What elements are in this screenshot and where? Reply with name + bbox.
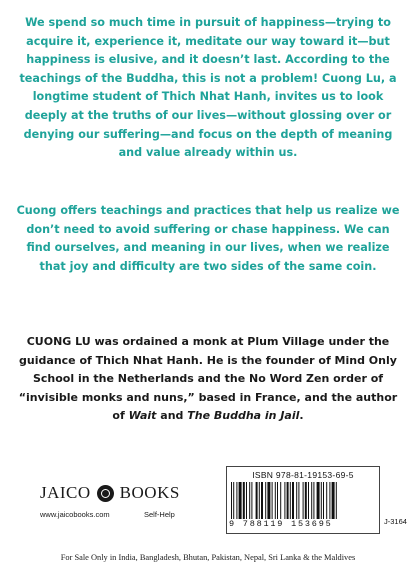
barcode-box bbox=[226, 466, 380, 534]
publisher-seal-icon bbox=[97, 485, 114, 502]
publisher-name-right: BOOKS bbox=[119, 483, 180, 502]
blurb-paragraph-2: Cuong offers teachings and practices that help us realize we don’t need to avoid suffering or chase happiness. We can find ourselves, and meaning in our lives, when we realize that joy and difficulty are two sides of the same coin. bbox=[16, 204, 400, 273]
publisher-website: www.jaicobooks.com bbox=[40, 510, 110, 519]
sale-notice: For Sale Only in India, Bangladesh, Bhutan, Pakistan, Nepal, Sri Lanka & the Maldives bbox=[60, 553, 356, 562]
bio-end: . bbox=[299, 409, 304, 423]
isbn-label: ISBN 978-81-19153-69-5 bbox=[252, 470, 354, 480]
book-title-wait: Wait bbox=[128, 409, 157, 423]
blurb-paragraph-1: We spend so much time in pursuit of happiness—trying to acquire it, experience it, meditate our way toward it—but happiness is elusive, and it doesn’t last. According to the teachings of the Buddha, this is not a problem! Cuong Lu, a longtime student of Thich Nhat Hanh, invites us to look deeply at the truths of our lives—without glossing over or denying our suffering—and focus on the depth of meaning and value already within us. bbox=[19, 16, 397, 160]
catalog-code: J-3164 bbox=[384, 517, 407, 526]
barcode-icon bbox=[231, 482, 375, 519]
bio-text: CUONG LU was ordained a monk at Plum Village under the guidance of Thich Nhat Hanh. He is the founder of Mind Only School in the Netherlands and the No Word Zen order of “invisible monks and nuns,” based in France, and the author of bbox=[18, 335, 398, 423]
author-bio bbox=[18, 333, 398, 426]
publisher-name-left: JAICO bbox=[40, 483, 91, 502]
barcode-digits: 9 788119 153695 bbox=[229, 519, 333, 529]
publisher-logo bbox=[40, 483, 180, 503]
bio-conjunction: and bbox=[156, 409, 188, 423]
book-title-buddha-in-jail: The Buddha in Jail bbox=[187, 409, 300, 423]
book-category: Self-Help bbox=[144, 510, 175, 519]
